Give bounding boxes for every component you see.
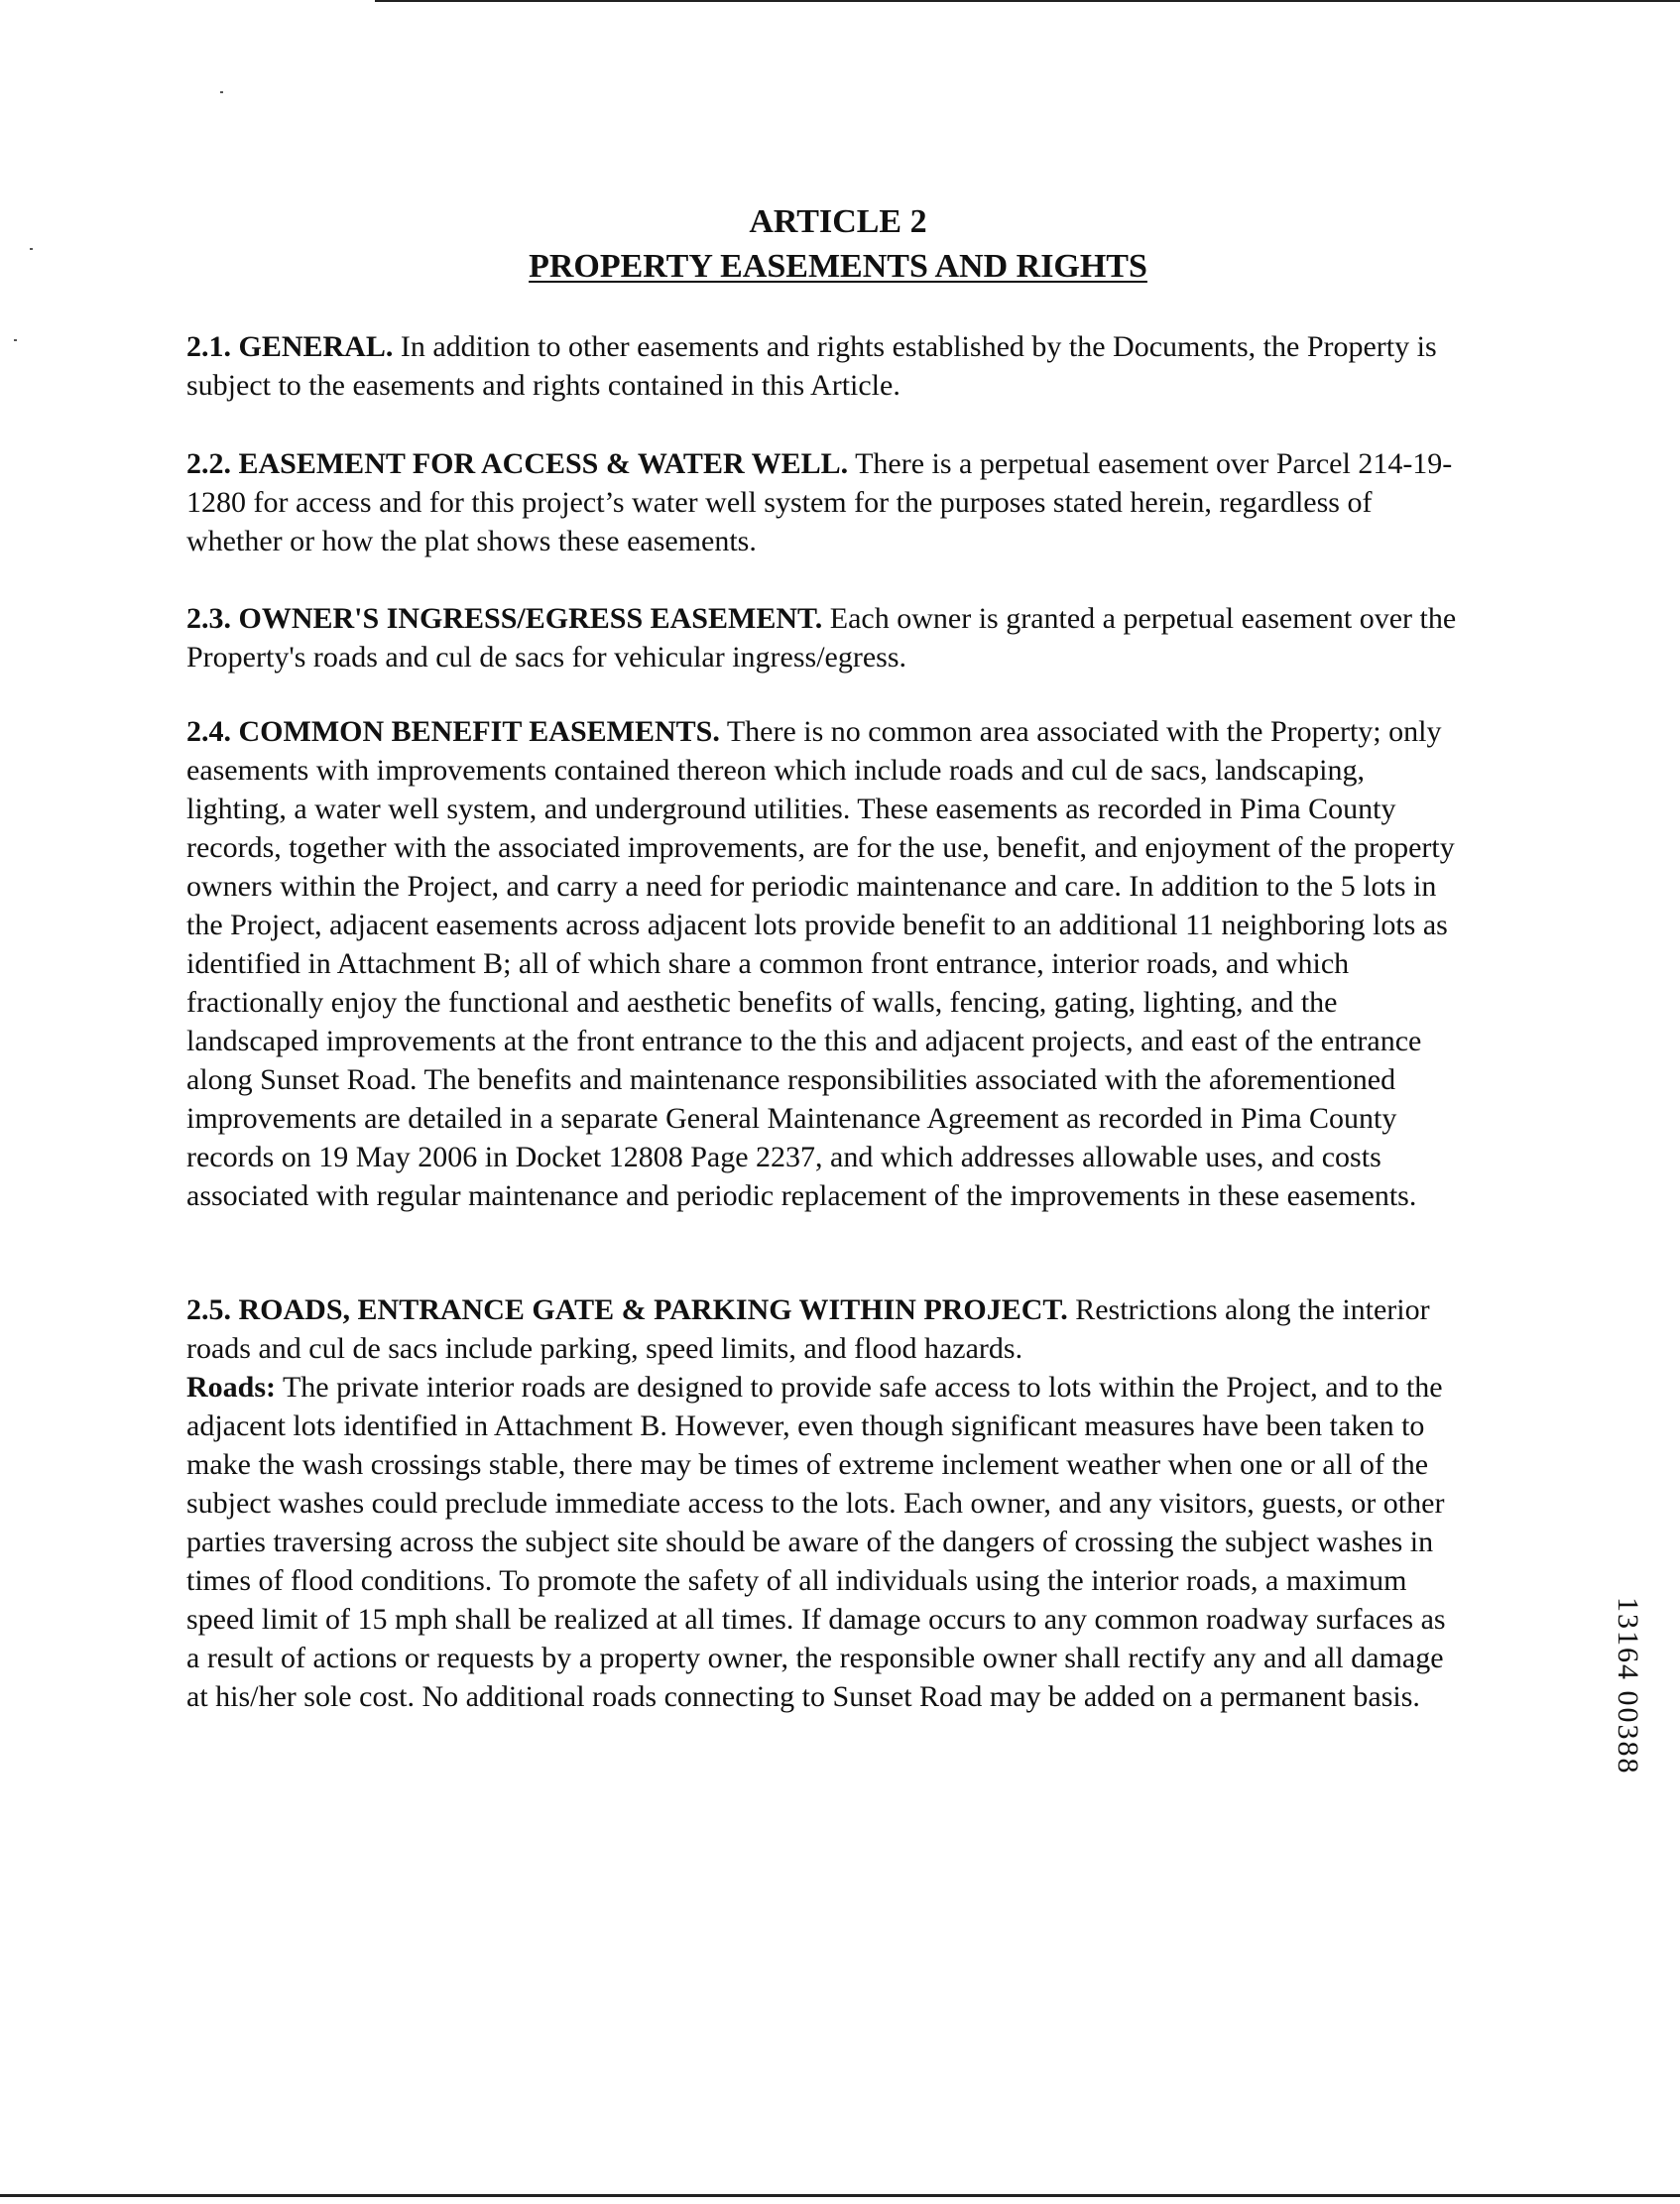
section-text: There is no common area associated with the Property; only easements with improvements contained thereon which include roads and cul de sacs, landscaping, lighting, a water well system, and underground utilities. These easements as recorded in Pima County records, together with the associated improvements, are for the use, benefit, and enjoyment of the property owners within the Project, and carry a need for periodic maintenance and care. In addition to the 5 lots in the Project, adjacent easements across adjacent lots provide benefit to an additional 11 neighboring lots as identified in Attachment B; all of which share a common front entrance, interior roads, and which fractionally enjoy the functional and aesthetic benefits of walls, fencing, gating, lighting, and the landscaped improvements at the front entrance to the this and adjacent projects, and east of the entrance along Sunset Road. The benefits and maintenance responsibilities associated with the aforementioned improvements are detailed in a separate General Maintenance Agreement as recorded in Pima County records on 19 May 2006 in Docket 12808 Page 2237, and which addresses allowable uses, and costs associated with regular maintenance and periodic replacement of the improvements in these easements. xyxy=(186,715,1455,1212)
section-2-4 xyxy=(186,712,1466,1215)
roads-paragraph xyxy=(186,1368,1466,1716)
section-label: 2.1. GENERAL. xyxy=(186,330,394,363)
article-subtitle xyxy=(188,248,1488,286)
scan-speck xyxy=(14,339,17,341)
section-paragraph xyxy=(186,599,1466,676)
section-paragraph xyxy=(186,327,1466,405)
section-2-1 xyxy=(186,327,1466,405)
section-text: Restrictions along the interior roads and cul de sacs include parking, speed limits, and flood hazards. xyxy=(186,1293,1430,1365)
docket-stamp: 13164 00388 xyxy=(1612,1597,1644,1775)
roads-text: The private interior roads are designed to provide safe access to lots within the Project, and to the adjacent lots identified in Attachment B. However, even though significant measures have been taken to make the wash crossings stable, there may be times of extreme inclement weather when one or all of the subject washes could preclude immediate access to the lots. Each owner, and any visitors, guests, or other parties traversing across the subject site should be aware of the dangers of crossing the subject washes in times of flood conditions. To promote the safety of all individuals using the interior roads, a maximum speed limit of 15 mph shall be realized at all times. If damage occurs to any common roadway surfaces as a result of actions or requests by a property owner, the responsible owner shall rectify any and all damage at his/her sole cost. No additional roads connecting to Sunset Road may be added on a permanent basis. xyxy=(186,1371,1446,1713)
section-text: In addition to other easements and rights established by the Documents, the Property is subject to the easements and rights contained in this Article. xyxy=(186,330,1437,402)
roads-label: Roads: xyxy=(186,1371,277,1404)
section-2-5 xyxy=(186,1290,1466,1716)
section-label: 2.2. EASEMENT FOR ACCESS & WATER WELL. xyxy=(186,447,849,480)
bottom-edge-rule xyxy=(0,2194,1680,2197)
article-subtitle-text: PROPERTY EASEMENTS AND RIGHTS xyxy=(529,248,1147,285)
section-text: There is a perpetual easement over Parcel 214-19-1280 for access and for this project’s water well system for the purposes stated herein, regardless of whether or how the plat shows these easements. xyxy=(186,447,1453,557)
scan-speck xyxy=(220,91,223,93)
section-2-3 xyxy=(186,599,1466,676)
section-paragraph xyxy=(186,1290,1466,1368)
section-paragraph xyxy=(186,712,1466,1215)
top-edge-rule xyxy=(375,0,1680,2)
section-paragraph xyxy=(186,444,1466,560)
section-text: Each owner is granted a perpetual easement over the Property's roads and cul de sacs for vehicular ingress/egress. xyxy=(186,602,1457,673)
section-label: 2.5. ROADS, ENTRANCE GATE & PARKING WITHIN PROJECT. xyxy=(186,1293,1068,1326)
section-label: 2.3. OWNER'S INGRESS/EGRESS EASEMENT. xyxy=(186,602,823,635)
section-label: 2.4. COMMON BENEFIT EASEMENTS. xyxy=(186,715,720,748)
article-title: ARTICLE 2 xyxy=(749,203,927,240)
scan-speck xyxy=(30,248,33,250)
section-2-2 xyxy=(186,444,1466,560)
